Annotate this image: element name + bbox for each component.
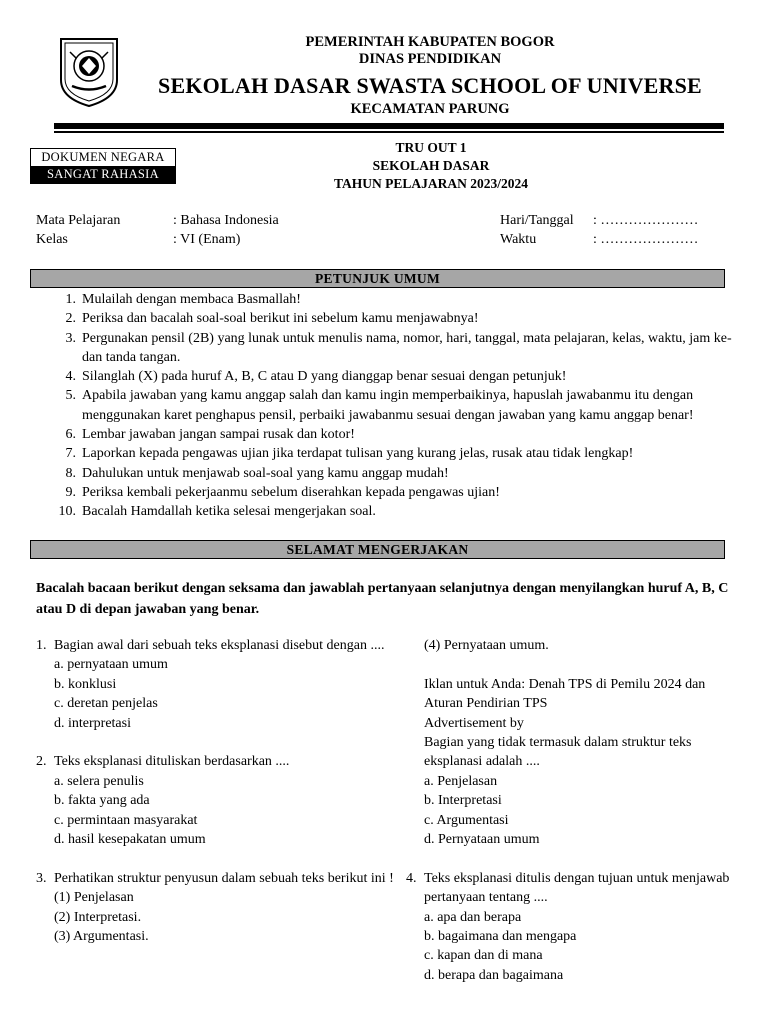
general-instructions-heading: PETUNJUK UMUM	[30, 269, 725, 288]
classification-box	[30, 148, 176, 184]
question-text: Bagian awal dari sebuah teks eksplanasi disebut dengan ....	[54, 638, 385, 653]
option-c[interactable]: c. permintaan masyarakat	[54, 812, 198, 828]
instruction-item	[54, 444, 734, 463]
letterhead-rule-thin	[54, 131, 724, 133]
option-b[interactable]: b. Interpretasi	[424, 793, 502, 809]
question-number: 4.	[406, 870, 417, 886]
instruction-number: 8.	[65, 465, 76, 481]
instruction-number: 2.	[65, 311, 76, 327]
time-value: : …………………	[593, 232, 699, 247]
instruction-number: 6.	[65, 427, 76, 443]
instruction-item	[54, 290, 734, 309]
instruction-text: Dahulukan untuk menjawab soal-soal yang kamu anggap mudah!	[82, 465, 449, 481]
option-c[interactable]: c. kapan dan di mana	[424, 948, 543, 964]
question-text: Perhatikan struktur penyusun dalam sebuah teks berikut ini !	[54, 870, 394, 886]
embedded-ad-text[interactable]: Iklan untuk Anda: Denah TPS di Pemilu 2024 dan Aturan Pendirian TPS	[424, 676, 706, 712]
exam-year: TAHUN PELAJARAN 2023/2024	[333, 176, 528, 191]
question-text: Teks eksplanasi dituliskan berdasarkan ....	[54, 754, 290, 770]
instruction-item	[54, 502, 734, 521]
option-c[interactable]: c. Argumentasi	[424, 812, 509, 828]
class-value: : VI (Enam)	[173, 232, 241, 247]
classification-top: DOKUMEN NEGARA	[41, 150, 165, 164]
question-1	[36, 636, 396, 655]
question-number: 3.	[36, 870, 47, 886]
instruction-text: Apabila jawaban yang kamu anggap salah dan kamu ingin memperbaikinya, hapuslah jawabanmu itu dengan menggunakan karet penghapus pensil, perbaiki jawabanmu sesuai dengan jawaban yang kamu anggap benar!	[82, 388, 694, 423]
instruction-number: 9.	[65, 484, 76, 500]
instruction-number: 1.	[65, 292, 76, 307]
exam-level: SEKOLAH DASAR	[372, 158, 490, 173]
instruction-text: Laporkan kepada pengawas ujian jika terdapat tulisan yang kurang jelas, rusak atau tidak lengkap!	[82, 446, 634, 462]
instruction-number: 5.	[65, 388, 76, 404]
advertisement-label: Advertisement by	[424, 715, 524, 731]
option-a[interactable]: a. Penjelasan	[424, 773, 498, 789]
question-2	[36, 752, 396, 771]
option-a[interactable]: a. apa dan berapa	[424, 909, 522, 925]
structure-item-2: (2) Interpretasi.	[54, 909, 142, 925]
instruction-text: Periksa kembali pekerjaanmu sebelum diserahkan kepada pengawas ujian!	[82, 484, 500, 500]
instruction-text: Bacalah Hamdallah ketika selesai mengerjakan soal.	[82, 504, 376, 520]
question-4	[406, 869, 736, 908]
instruction-text: Pergunakan pensil (2B) yang lunak untuk menulis nama, nomor, hari, tanggal, mata pelajaran, kelas, waktu, jam ke- dan tanda tangan.	[82, 330, 732, 365]
department-heading: DINAS PENDIDIKAN	[358, 51, 502, 67]
instruction-item	[54, 367, 734, 386]
instruction-text: Mulailah dengan membaca Basmallah!	[82, 292, 301, 307]
letterhead-rule-thick	[54, 123, 724, 129]
regency-emblem-logo	[58, 36, 120, 108]
date-value: : …………………	[593, 213, 699, 228]
government-heading: PEMERINTAH KABUPATEN BOGOR	[305, 34, 555, 50]
structure-item-3: (3) Argumentasi.	[54, 929, 149, 945]
option-d[interactable]: d. interpretasi	[54, 715, 131, 731]
question-3-stem: Bagian yang tidak termasuk dalam struktur teks eksplanasi adalah ....	[424, 735, 692, 770]
instruction-item	[54, 464, 734, 483]
instruction-item	[54, 483, 734, 502]
option-b[interactable]: b. fakta yang ada	[54, 793, 150, 809]
exam-title: TRU OUT 1	[395, 140, 467, 155]
question-number: 2.	[36, 754, 47, 770]
instruction-number: 10.	[58, 504, 76, 520]
option-b[interactable]: b. bagaimana dan mengapa	[424, 929, 577, 945]
instruction-item	[54, 425, 734, 444]
questions-right-column	[406, 636, 736, 985]
school-name: SEKOLAH DASAR SWASTA SCHOOL OF UNIVERSE	[158, 73, 702, 98]
instruction-text: Periksa dan bacalah soal-soal berikut ini sebelum kamu menjawabnya!	[82, 311, 479, 327]
question-number: 1.	[36, 638, 47, 653]
date-label: Hari/Tanggal	[500, 213, 574, 228]
structure-item-4: (4) Pernyataan umum.	[424, 638, 549, 653]
option-d[interactable]: d. hasil kesepakatan umum	[54, 832, 206, 848]
closing-banner: SELAMAT MENGERJAKAN	[30, 540, 725, 559]
instruction-number: 4.	[65, 369, 76, 385]
question-text: Teks eksplanasi ditulis dengan tujuan untuk menjawab pertanyaan tentang ....	[424, 870, 730, 906]
time-label: Waktu	[500, 232, 537, 247]
instruction-list	[54, 290, 734, 522]
subject-value: : Bahasa Indonesia	[173, 213, 279, 228]
subject-label: Mata Pelajaran	[36, 213, 121, 228]
instruction-text: Silanglah (X) pada huruf A, B, C atau D yang dianggap benar sesuai dengan petunjuk!	[82, 369, 567, 385]
option-d[interactable]: d. berapa dan bagaimana	[424, 967, 564, 983]
option-c[interactable]: c. deretan penjelas	[54, 696, 158, 712]
instruction-number: 3.	[65, 330, 76, 346]
questions-left-column	[36, 636, 396, 946]
question-3	[36, 869, 396, 888]
option-a[interactable]: a. pernyataan umum	[54, 657, 168, 673]
district-heading: KECAMATAN PARUNG	[350, 101, 510, 117]
instruction-item	[54, 386, 734, 425]
class-label: Kelas	[36, 232, 68, 247]
instruction-number: 7.	[65, 446, 76, 462]
option-a[interactable]: a. selera penulis	[54, 773, 144, 789]
instruction-text: Lembar jawaban jangan sampai rusak dan kotor!	[82, 427, 355, 443]
reading-instruction: Bacalah bacaan berikut dengan seksama dan jawablah pertanyaan selanjutnya dengan menyilangkan huruf A, B, C atau D di depan jawaban yang benar.	[36, 581, 729, 617]
option-d[interactable]: d. Pernyataan umum	[424, 832, 540, 848]
option-b[interactable]: b. konklusi	[54, 676, 117, 692]
structure-item-1: (1) Penjelasan	[54, 890, 134, 906]
instruction-item	[54, 329, 734, 368]
instruction-item	[54, 309, 734, 328]
classification-bottom: SANGAT RAHASIA	[31, 166, 175, 183]
